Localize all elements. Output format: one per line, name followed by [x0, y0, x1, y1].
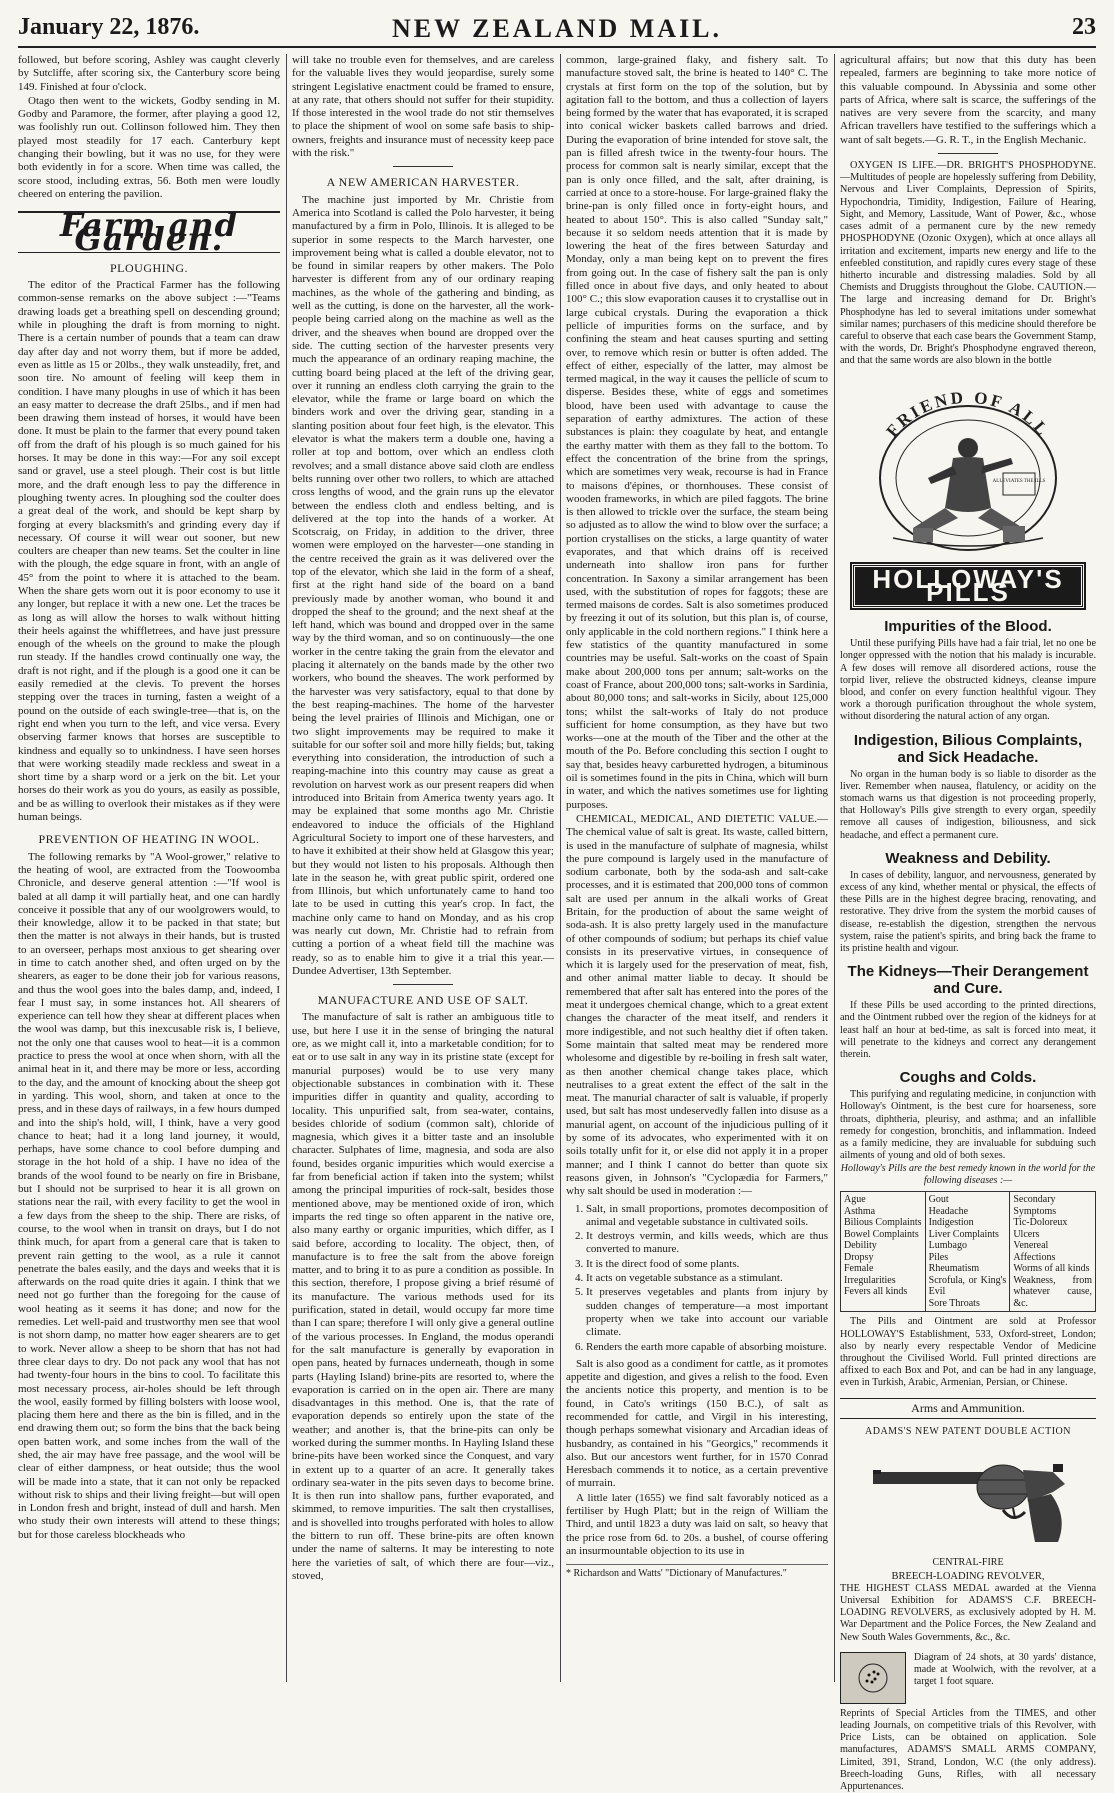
wool-paragraph: The following remarks by "A Wool-grower," relative to the heating of wool, are extracted from the Toowoomba Chronicle, and deserve general attention :—"If wool is baled at all damp it will partially heat, and one can hardly conceive it possible that any of our woolgrowers would, to their knowledge, allow it to be packed in that state; but then the matter is not always in their hands, but is trusted to an overseer, perhaps most anxious to get shearing over in time to catch another shed, and often urged on by the shearers, as eager to be done their job for various reasons, and thus the wool goes into the bales damp, and, indeed, I fear I must say, in some instances hot. All shearers of experience can tell how they shear at different places when the wool was damp, but this inexcusable risk is, I believe, not the only one that causes wool to heat—it is a common practice to press the wool at once when shorn, with all the animal heat in it, and there may be more or less, according to the day, and the amount of knocking about the sheep got in yarding. This wool, shorn, and taken at once to the press, and in these days of railways, in a few hours dumped and into the ship's hold, will, I think, have a very good chance to heat; had it a long land journey, it would, perhaps, have some chance to cool before dumping and storage in the hot hold of a ship. I have no idea of the brands of the wool found to be nearly on fire in Brisbane, but I should not be surprised to hear it is all grown on stations near the rail, with every facility to get the wool in a few days from the sheep to the ship. There are risks, of course, to the wool when in transit on drays, but I do not think much, for apart from a general care that is taken to prevent rain getting to the wool, as a rule it cannot penetrate the bales easily, and the days and weeks that it is afterwards on the road quite dries it again. I think that we need not go further than the foregoing for the cause of wool heating as it seems it has done; and now for the remedies. Let well-paid and trustworthy men see that wool is not shorn damp, no matter how eager shearers are to get to work. Never allow a sheep to be shorn that has not had three clear days to dry. Do not pack any wool that has not had twenty-four hours in the bins to cool. To facilitate this most necessary process, air-holes should be left through the wool, easily formed by filling bolsters with loose wool, placing them here and there as the bin is filled, and in the end drawing them out; so form the bins that the back being open batten work, and some inches from the wall of the shed, the air may have free passage, and the wool will be clear of either dampness, or heat outside; thus the wool will be made into a state, that it can not only be repacked without risk to ships and their living freight—but will open in London fresh and bright, instead of dull and harsh. Men who study their own interests will attend to these things; but for those careless blockheads who: [18, 850, 280, 1541]
ploughing-paragraph: The editor of the Practical Farmer has the following common-sense remarks on the above subject :—"Teams drawing loads get a breathing spell on descending ground; while in ploughing the draft is from morning to night. There is a certain number of pounds that a team can draw day after day and not worry them, but if more be added, even as little as 15 or 20lbs., they walk unsteadily, fret, and soon tire. No amount of feeling will keep them in condition. I have many ploughs in use of which it has been an easy matter to decrease the draft 25lbs., and if men had been drawing them instead of horses, it would have been done. It must be plain to the farmer that every pound taken off from the draft of his plough is so much gained for his horses. It may be done in this way:—For any soil except sand or gravel, use a steel plough. Their cost is but little more, and the draft enough less to pay the difference in ploughing twenty acres. In ploughing sod the coulter does a great deal of the work, and should be kept sharp by forging at every blacksmith's and grinding every day if necessary. Of course it will wear out sooner, but new coulters are cheaper than new teams. Set the coulter in line with the plough, the edge square in front, with an angle of 45° from the point to where it is attached to the beam. When the share gets worn out it is poor economy to use it any longer, but replace it with a new one. Let the traces be as long as will allow the horses to walk without hitting their heels against the whiffletrees, and have just pressure enough of the wheels on the ground to make the plough run steady. If the handles crowd continually one way, the draft is not right, and if the plough is a good one it can be easily remedied at the clevis. To prevent the horses stepping over the traces in turning, fasten a weight of a pound on the outside of each swingle-tree—that is, on the right end when you turn to the left, and vice versa. Every observing farmer knows that horses are susceptible to kindness and equally so to unkindness. I have seen horses that were working steadily made reckless and sweat in a short time by a sharp word or a jerk on the bit. Let your horses do their work as you do yours, as easily as possible, and be as willing to overlook their mistakes as if they were human beings.: [18, 279, 280, 824]
salt-paragraph-final: agricultural affairs; but now that this duty has been repealed, farmers are beginning to take more notice of this valuable compound. In Abyssinia and some other parts of Africa, where salt is scarce, the sufferings of the natives are very severe from the scarcity, and many African travellers have testified to the sufferings which a want of salt begets.—G. R. T., in the English Mechanic.: [840, 54, 1096, 146]
revolver-illustration: [853, 1442, 1083, 1552]
column-rule: [560, 54, 561, 1682]
adams-paragraph: THE HIGHEST CLASS MEDAL awarded at the Vienna Universal Exhibition for ADAMS'S C.F. BREECH-LOADING REVOLVERS, as exclusively adopted by H. M. War Department and the Police Forces, the New Zealand and New South Wales Governments, &c., &c.: [840, 1582, 1096, 1643]
list-item: 3. It is the direct food of some plants.: [586, 1258, 828, 1271]
separator: [938, 153, 998, 154]
list-item: 1. Salt, in small proportions, promotes decomposition of animal and vegetable substance in cultivated soils.: [586, 1203, 828, 1230]
ailments-column: Secondary Symptoms Tic-Doloreux Ulcers Venereal Affections Worms of all kinds Weakness, from whatever cause, &c.: [1013, 1194, 1092, 1309]
cricket-paragraph: Otago then went to the wickets, Godby sending in M. Godby and Paramore, the former, after playing a good 12, was foolishly run out. Collinson followed him. They then played most steadily for 17 each. Canterbury kept changing their bowling, but it was no use, for they were both evidently in for a score. When time was called, the score stood, including extras, 56. Both men were loudly cheered on entering the pavilion.: [18, 94, 280, 200]
emblem-motto: FRIEND OF ALL: [882, 387, 1054, 441]
list-item: 2. It destroys vermin, and kills weeds, which are thus converted to manure.: [586, 1230, 828, 1257]
holloway-footer: The Pills and Ointment are sold at Professor HOLLOWAY'S Establishment, 533, Oxford-street, London; also by nearly every respectable Vendor of Medicine throughout the Civilised World. Full printed directions are affixed to each Box and Pot, and can be had in any language, even in Turkish, Arabic, Armenian, Persian, or Chinese.: [840, 1316, 1096, 1389]
salt-paragraph: Salt is also good as a condiment for cattle, as it promotes appetite and digestion, and gives a relish to the food. Even the ancients notice this property, and mention is to be found, in Cato's writings (150 B.C.), of salt as recommended for cattle, and Virgil in his interesting, though perhaps somewhat visionary and Arcadian ideas of husbandry, as contained in his "Georgics," recommends it also. But our ancestors went further, for in 1570 Conrad Heresbach commends it to notice, as a certain preventive of murrain.: [566, 1357, 828, 1490]
target-shots-icon: [845, 1657, 901, 1699]
ailments-caption: Holloway's Pills are the best remedy known in the world for the following diseases :—: [840, 1163, 1096, 1187]
adams-heading: ADAMS'S NEW PATENT DOUBLE ACTION: [865, 1425, 1071, 1437]
ailments-column: Ague Asthma Bilious Complaints Bowel Complaints Debility Dropsy Female Irregularities Fevers all kinds: [841, 1192, 926, 1311]
article-title-ploughing: PLOUGHING.: [110, 260, 188, 275]
page-header: [18, 10, 1096, 48]
adams-footer: Reprints of Special Articles from the TIMES, and other leading Journals, on competitive trials of this Revolver, with Price Lists, can be obtained on application. Sole manufactures, ADAMS'S SMALL ARMS COMPANY, Limited, 391, Strand, London, W.C (the only address). Breech-loading Guns, Rifles, with all necessary Appurtenances.: [840, 1707, 1096, 1793]
ad-paragraph: Until these purifying Pills have had a fair trial, let no one be longer oppressed with the notion that his malady is incurable. A few doses will remove all disordered actions, rouse the torpid liver, relieve the obstructed kidneys, cleanse impure blood, and confer on every function healthful vigour. They work a thorough purification throughout the whole system, without disordering the natural action of any organ.: [840, 638, 1096, 723]
ad-paragraph: In cases of debility, languor, and nervousness, generated by excess of any kind, whether mental or physical, the effects of these Pills are in the highest degree bracing, renovating, and restorative. They drive from the system the morbid causes of disease, re-establish the digestion, strengthen the nervous system, raise the patient's spirits, and bring back the frame to its pristine health and vigour.: [840, 869, 1096, 954]
central-fire-label: CENTRAL-FIRE: [932, 1557, 1004, 1569]
svg-text:FRIEND OF ALL: [882, 387, 1053, 440]
section-heading-farm-garden: Farm and Garden.: [18, 211, 280, 253]
list-item: 5. It preserves vegetables and plants from injury by sudden changes of temperature—a most important property when we take into account our variable climate.: [586, 1286, 828, 1339]
page-number: 23: [1072, 14, 1096, 40]
column-1: [18, 54, 280, 1682]
target-diagram: [840, 1652, 906, 1704]
target-caption: Diagram of 24 shots, at 30 yards' distance, made at Woolwich, with the revolver, at a target 1 foot square.: [914, 1651, 1096, 1687]
salt-paragraph: A little later (1655) we find salt favorably noticed as a fertiliser by Hugh Platt; but in the reign of William the Third, and until 1823 a duty was laid on salt, so heavy that the price rose from 6d. to 20s. a bushel, of course offering an insurmountable objection to its use in: [566, 1491, 828, 1557]
footnote: * Richardson and Watts' "Dictionary of Manufactures.": [566, 1564, 828, 1580]
ad-heading: Weakness and Debility.: [885, 849, 1051, 867]
wool-paragraph-continued: will take no trouble even for themselves, and are careless for the valuable lives they would jeopardise, surely some stringent Legislative enactment could be framed to ensure, at any rate, that others should not suffer for their stupidity. If those interested in the wool trade do not stir themselves to place the shipment of wool on some safe basis to ship-owners, freights and insurance must of necessity keep pace with the risk.": [292, 54, 554, 160]
phosphodyne-advertisement: OXYGEN IS LIFE.—DR. BRIGHT'S PHOSPHODYNE.—Multitudes of people are hopelessly suffering from Debility, Nervous and Liver Complaints, Depression of Spirits, Hypochondria, Timidity, Indigestion, Failure of Hearing, Sight, and Memory, Lassitude, Want of Power, &c., whose cases admit of a permanent cure by the new remedy PHOSPHODYNE (Ozonic Oxygen), which at once allays all irritation and excitement, imparts new energy and life to the enfeebled constitution, and rapidly cures every stage of these hitherto incurable and distressing maladies. Sold by all Chemists and Druggists throughout the Globe. CAUTION.—The large and increasing demand for Dr. Bright's Phosphodyne has led to several imitations under somewhat similar names; purchasers of this medicine should therefore be careful to observe that each case bears the Government Stamp, with the words, Dr. Bright's Phosphodyne engraved thereon, and that the same words are also blown in the bottle: [840, 160, 1096, 367]
salt-paragraph: The manufacture of salt is rather an ambiguous title to use, but here I use it in the sense of bringing the natural ore, as we might call it, into a marketable condition; for to eat or to use salt in any way in its pristine state (except for manurial purposes) would be to use very many objectionable substances in combination with it. These impurities differ in quantity and quality, according to locality. This unpurified salt, from sea-water, contains, besides chloride of sodium (common salt), chloride of magnesia, which gives it a bitter taste and an insoluble character. Sulphates of lime, magnesia, and soda are also found, besides organic impurities which would exercise a far from beneficial action if taken into the system; whilst among the principal impurities of rock-salt, besides those mentioned above, may be mentioned oxide of iron, which imparts the red tinge so often apparent in the native ore, also many earthy or organic impurities, which differ, as I said before, according to locality. The object, then, of manufacture is to free the salt from the above foreign matter, and to bring it to as pure a condition as possible. In this section, therefore, I propose giving a brief résumé of its manufacture. The various methods used for its purification, stated in detail, would occupy far more time than I can spare; therefore I will only give a general outline of the various processes. In England, the modus operandi for the salt manufacture is generally by evaporation in open pans, heated by furnaces underneath, though in some parts (Hayling Island) brine-pits are resorted to, where the evaporation is carried on in the open air. There are many disadvantages in this method. One is, that the rate of evaporation depends so entirely upon the state of the weather; and another is, that the brine-pits can only be worked during the summer months. In Hayling Island these brine-pits have been worked since the Conquest, and vary in extent up to a quarter of an acre. It generally takes ordinary sea-water in the pits seven days to become brine. It is then run into shallow pans, further evaporated, and skimmed, to remove impurities. The salt then crystallises, and is shovelled into troughs perforated with holes to allow the bittern to run off. These brine-pits are often known under the name of salterns. It may be interesting to note here the varieties of salt, of which there are four—viz., stoved,: [292, 1011, 554, 1582]
harvester-paragraph: The machine just imported by Mr. Christie from America into Scotland is called the Polo harvester, it being manufactured by a firm in Polo, Illinois. It is alleged to be superior in some respects to the March harvester, one improvement being what is called a double elevator, not to be found in similar reapers by other makers. The Polo harvester is different from any of our ordinary reaping machines, as the whole of the gathering and binding, as well as the cutting, is done on the harvester, all the work-people being carried along on the machine as well as the driver, and the sheaves when bound are dropped over the side. The cutting section of the harvester presents very much the appearance of an ordinary reaping machine, the cutting board being placed at the left of the driving gear, over it running an endless cloth carrying the grain to the elevator, while the frame or large board on which the binders work and over the driving gear, standing in a slanting position about four feet high, is the elevator. This elevator is what the makers term a double one, having a roller at top and bottom, over which an endless cloth revolves; and a small distance above said cloth are endless belts running over other two rollers, to which are attached cross lengths of wood, and the grain runs up the elevator between the endless cloth and endless belting, and is delivered at the top into the hands of a worker. At Scotscraig, on Friday, in addition to the driver, three women were employed on the harvester—one standing in the centre received the grain as it was delivered over the top of the elevator, which she laid in the form of a sheaf, first at the right hand side of the board on a band previously made by another woman, who bound it and dropped the sheaf to the ground; and the next sheaf at the left hand, which was bound and dropped over in the same way by the third woman, and so on continuously—the one worker in the centre taking the grain from the elevator and placing it alternately on the bands made by the other two workers, who bound the sheaves. The work performed by the harvester was very satisfactory, equal to that done by the best reaping-machines. The home of the harvester being the level prairies of Illinois and Michigan, one or two slight improvements may be required to make it suitable for our softer soil and more hilly fields; but, taking everything into consideration, the introduction of such a reaping-machine into this country may cause as great a revolution on harvest work as our present reapers did when introduced into Britain from America twenty years ago. It may be explained that some months ago Mr. Christie endeavored to induce the officials of the Highland Agricultural Society to import one of these harvesters, and to have it exhibited at their show held at Glasgow this year; but they would not listen to his proposals. Although then late in the season he, with great public spirit, ordered one from Illinois, but which unfortunately came to hand too late to be used in cutting this year's crop. In fact, the machine only came to hand on Monday, and as his crop was nearly cut down, Mr. Christie had to refrain from cutting a portion of a wheat field till the machine was ready, so as to enable him to give it a trial this year.—Dundee Advertiser, 13th September.: [292, 193, 554, 977]
article-title-wool: PREVENTION OF HEATING IN WOOL.: [38, 832, 260, 847]
ad-paragraph: If these Pills be used according to the printed directions, and the Ointment rubbed over the region of the kidneys for at least half an hour at bed-time, as salt is forced into meat, it will penetrate to the kidneys and correct any derangement therein.: [840, 1000, 1096, 1060]
list-item: 4. It acts on vegetable substance as a stimulant.: [586, 1272, 828, 1285]
masthead-title: NEW ZEALAND MAIL.: [391, 14, 723, 43]
holloway-pills-banner: HOLLOWAY'S PILLS: [852, 564, 1084, 609]
column-rule: [286, 54, 287, 1682]
ad-heading: Indigestion, Bilious Complaints, and Sick Headache.: [853, 731, 1083, 766]
holloway-emblem-illustration: [853, 378, 1083, 558]
issue-date: January 22, 1876.: [18, 14, 200, 40]
revolver-title: BREECH-LOADING REVOLVER,: [891, 1570, 1045, 1582]
salt-uses-list: [566, 1203, 828, 1354]
cricket-paragraph: followed, but before scoring, Ashley was caught cleverly by Sutcliffe, after scoring six, the Canterbury score being 149. Finished at four o'clock.: [18, 54, 280, 93]
ad-paragraph: This purifying and regulating medicine, in conjunction with Holloway's Ointment, is the best cure for hoarseness, sore throats, diphtheria, pleurisy, and asthma; and an infallible remedy for congestion, bronchitis, and inflammation. Indeed as a family medicine, they are invaluable for subduing such ailments of young and old of both sexes.: [840, 1089, 1096, 1162]
article-title-salt: MANUFACTURE AND USE OF SALT.: [317, 993, 529, 1008]
ad-heading: Coughs and Colds.: [899, 1069, 1037, 1087]
separator: [393, 984, 453, 985]
arms-section-title: Arms and Ammunition.: [840, 1398, 1096, 1419]
holloway-emblem: [853, 378, 1083, 558]
list-item: 6. Renders the earth more capable of absorbing moisture.: [586, 1341, 828, 1354]
ailments-table: [840, 1191, 1096, 1312]
article-title-harvester: A NEW AMERICAN HARVESTER.: [326, 175, 520, 190]
separator: [393, 166, 453, 167]
column-rule: [834, 54, 835, 1682]
emblem-inner-text: ALLEVIATES THE ILLS: [992, 478, 1046, 484]
salt-chemical-value-paragraph: CHEMICAL, MEDICAL, AND DIETETIC VALUE.—The chemical value of salt is great. Its waste, called bittern, is used in the manufacture of sulphate of magnesia, whilst the pure compound is largely used in the manufacture of sodium carbonate, both by the soda-ash and salt-cake processes, and it is estimated that 200,000 tons of common salt are used per annum in the alkali works of Great Britain, for the production of about the same weight of soda-ash. It is also pretty largely used in the manufacture of other compounds of sodium; but perhaps its chief value consists in its preservative virtues, in consequence of which it is largely used for the preservation of meat, fish, and other animal matter liable to decay. It should be remembered that after salt has entered into the pores of the meat it undergoes chemical change, which to a great extent changes the character of the meat itself, and renders it more indigestible, and not such healthy diet if often taken. Some maintain that salted meat may be rendered more wholesome and digestible by re-boiling in fresh salt water, as then another chemical change takes place, which neutralises to a great extent the effect of the salt in the meat. The manurial character of salt is valuable, if properly used, but salt has most undeservedly fallen into disuse as a manurial agent, on account of the injudicious pulling of it by some of its advocates, who experimented with it on soils totally unfit for it, or else did not apply it in a proper manner; and I think I cannot do better than quote six reasons given, in Johnson's "Cyclopædia for Farmers," why salt should be used in moderation :—: [566, 812, 828, 1198]
target-diagram-block: [840, 1652, 1096, 1704]
ailments-column: Gout Headache Indigestion Liver Complaints Lumbago Piles Rheumatism Scrofula, or King's Evil Sore Throats: [926, 1192, 1011, 1311]
column-4: [840, 54, 1096, 1793]
salt-paragraph-continued: common, large-grained flaky, and fishery salt. To manufacture stoved salt, the brine is heated to 140° C. The crystals at first form on the top of the solution, but by agitation fall to the bottom, and thus a collection of layers being formed by the water that has evaporated, it is scraped into conical wicker baskets called barrows and dried. During the evaporation of brine intended for stove salt, the pan is filled afresh twice in the twenty-four hours. The process for common salt is nearly similar, except that the pan is only once filled, and the salt, after draining, is carried at once to a store-house. For large-grained flaky the brine-pan is only filled once in forty-eight hours, and heated to about 150°. This is also called "Sunday salt," because it so seldom needs attention that it is made by lowering the heat of the fires between Saturday and Monday, only a man being kept on to prevent the fires from going out. In the case of fishery salt the pan is only filled once in about five days, and only heated to about 100° C.; this slow evaporation causes it to crystallise out in large cubical crystals. During the evaporation a thick pellicle of impurities forms on the surface, and by confining the steam and heat causes spurting and setting over, to remove which resin or butter is often added. The effect of either, especially of the latter, may almost be termed magical, in the way it causes the pellicle of scum to disperse. Besides these, white of eggs and sometimes blood, have been used with advantage to cause the separation of earthy admixtures. The action of these substances is plain: they coagulate by heat, and entangle the earthy matter with them as they fall to the bottom. To effect the concentration of the brine from the springs, which are sometimes very weak, recourse is had in France to maisons d'épines, or thornhouses. These consist of wooden frameworks, in which are piled faggots. The brine is then allowed to trickle over the surface, the steam being so adjusted as to allow the wind to blow over the surface; a portion crystallises on the sticks, a large quantity of water evaporates, and that which drains off is received underneath into shallow iron pans for further concentration. In Saxony a similar arrangement has been used, with the substitution of ropes for faggots; these are termed maisons de cordes. Salt is also sometimes produced by freezing it out of its solution, but this plan is, of course, only applicable in the cold northern regions." I think here a few statistics of the quantity manufactured in some countries may be useful. Salt-works on the coast of Spain make about 200,000 tons per annum; salt-works on the coast of France, about 200,000 tons; salt-works in Sardinia, about 80,000 tons; and salt-works in Sicily, about 125,000 tons; whilst the salt-works of Italy do not produce sufficient for home consumption, as they have but two works—one at the mouth of the Tiber and the other at the mouth of the Po. Before concluding this section I ought to say that, besides heavy carburetted hydrogen, a bituminous oil is sometimes found in the pits in China, which will burn in water, and which the natives sometimes use for lighting purposes.: [566, 54, 828, 811]
ad-heading: The Kidneys—Their Derangement and Cure.: [847, 963, 1089, 998]
column-3: [566, 54, 828, 1682]
ad-heading: Impurities of the Blood.: [884, 618, 1052, 636]
column-2: [292, 54, 554, 1682]
ad-paragraph: No organ in the human body is so liable to disorder as the liver. Remember when nausea, flatulency, or acidity on the stomach warns us that digestion is not proceeding properly, that Holloway's Pills give strength to every organ, speedily remove all causes of indigestion, biliousness, and sick headache, and effect a permanent cure.: [840, 768, 1096, 841]
